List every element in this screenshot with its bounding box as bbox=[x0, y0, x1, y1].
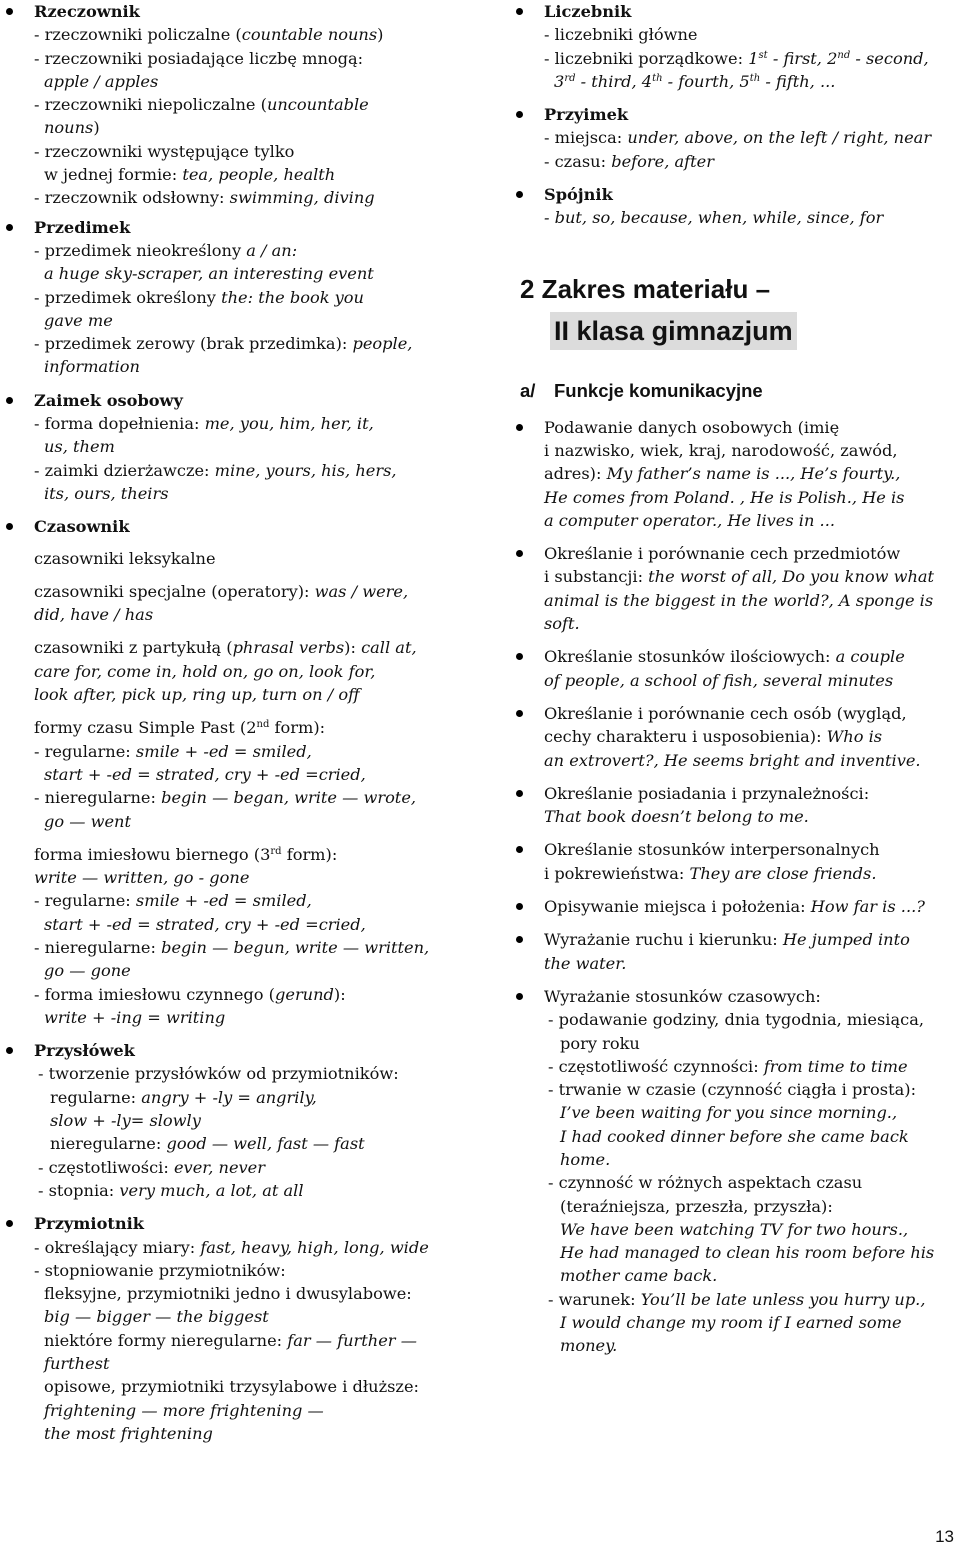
section-title: Przyimek bbox=[544, 105, 629, 125]
bullet-icon bbox=[6, 224, 13, 231]
bullet-icon bbox=[6, 1047, 13, 1054]
section-title: Przymiotnik bbox=[34, 1214, 144, 1234]
right-column bbox=[516, 0, 956, 1358]
bullet-icon bbox=[516, 653, 523, 660]
list-item: Określanie stosunków ilościowych: a couple of people, a school of fish, several minutes bbox=[516, 645, 956, 692]
section-przyslowek: Przysłówek - tworzenie przysłówków od przymiotników: regularne: angry + -ly = angrily, slow + -ly= slowly nieregularne: good — well, fast — fast - częstotliwości: ever, never - stopnia: very much, a lot, at all bbox=[6, 1039, 456, 1202]
funkcje-heading: a/ Funkcje komunikacyjne bbox=[520, 379, 763, 401]
section-czasownik: Czasownik czasowniki leksykalne czasowniki specjalne (operatory): was / were, did, have / has czasowniki z partykułą (phrasal verbs): call at, care for, come in, hold on, go on, look for, look after, pick up, ring up, turn on / off formy czasu Simple Past (2nd form): - regularne: smile + -ed = smiled, start + -ed = strated, cry + -ed =cried, - nieregularne: begin — began, write — wrote, go — went forma imiesłowu biernego (3rd form): write — written, go - gone - regularne: smile + -ed = smiled, start + -ed = strated, cry + -ed =cried, - nieregularne: begin — begun, write — written, go — gone - forma imiesłowu czynnego (gerund): write + -ing = writing bbox=[6, 515, 456, 1029]
section-title: Liczebnik bbox=[544, 2, 632, 21]
section-rzeczownik: Rzeczownik - rzeczowniki policzalne (countable nouns) - rzeczowniki posiadające liczbę mnogą: apple / apples - rzeczowniki niepoliczalne (uncountable nouns) - rzeczowniki występujące tylko w jednej formie: tea, people, health - rzeczownik odsłowny: swimming, diving bbox=[6, 0, 456, 210]
section-przyimek: Przyimek - miejsca: under, above, on the left / right, near - czasu: before, after bbox=[516, 103, 956, 173]
section-przymiotnik: Przymiotnik - określający miary: fast, heavy, high, long, wide - stopniowanie przymiotników: fleksyjne, przymiotniki jedno i dwusylabowe: big — bigger — the biggest niektóre formy nieregularne: far — further — furthest opisowe, przymiotniki trzysylabowe i dłuższe: frightening — more frightening — the most frightening bbox=[6, 1212, 456, 1445]
section-title: Przedimek bbox=[34, 217, 131, 237]
section-zaimek: Zaimek osobowy - forma dopełnienia: me, you, him, her, it, us, them - zaimki dzierżawcze: mine, yours, his, hers, its, ours, theirs bbox=[6, 389, 456, 505]
klasa-heading: II klasa gimnazjum bbox=[550, 312, 797, 350]
left-column bbox=[6, 0, 456, 1445]
bullet-icon bbox=[6, 397, 13, 404]
list-item: Wyrażanie stosunków czasowych: - podawanie godziny, dnia tygodnia, miesiąca, pory roku - częstotliwość czynności: from time to time - trwanie w czasie (czynność ciągła i prosta): I’ve been waiting for you since morning., I had cooked dinner before she came back home. - czynność w różnych aspektach czasu (teraźniejsza, przeszła, przyszła): We have been watching TV for two hours., He had managed to clean his room before his mother came back. - warunek: You’ll be late unless you hurry up., I would change my room if I earned some money. bbox=[516, 985, 956, 1358]
list-item: Opisywanie miejsca i położenia: How far is ...? bbox=[516, 895, 956, 918]
section-title: Zaimek osobowy bbox=[34, 390, 183, 410]
page-number: 13 bbox=[935, 1527, 954, 1546]
bullet-icon bbox=[516, 8, 523, 15]
bullet-icon bbox=[516, 846, 523, 853]
section-przedimek: Przedimek - przedimek nieokreślony a / an: a huge sky-scraper, an interesting event - przedimek określony the: the book you gave me - przedimek zerowy (brak przedimka): people, information bbox=[6, 216, 456, 379]
bullet-icon bbox=[516, 790, 523, 797]
bullet-icon bbox=[516, 111, 523, 118]
bullet-icon bbox=[516, 191, 523, 198]
section-spojnik: Spójnik - but, so, because, when, while, since, for bbox=[516, 183, 956, 230]
bullet-icon bbox=[6, 1220, 13, 1227]
bullet-icon bbox=[516, 550, 523, 557]
bullet-icon bbox=[6, 523, 13, 530]
section-liczebnik: Liczebnik - liczebniki główne - liczebniki porządkowe: 1st - first, 2nd - second, 3rd - third, 4th - fourth, 5th - fifth, ... bbox=[516, 0, 956, 93]
bullet-icon bbox=[516, 936, 523, 943]
zakres-heading: 2 Zakres materiału – bbox=[520, 273, 771, 304]
list-item: Określanie posiadania i przynależności: That book doesn’t belong to me. bbox=[516, 782, 956, 829]
bullet-icon bbox=[516, 710, 523, 717]
bullet-icon bbox=[516, 424, 523, 431]
bullet-icon bbox=[516, 993, 523, 1000]
bullet-icon bbox=[6, 8, 13, 15]
section-title: Czasownik bbox=[34, 517, 130, 537]
list-item: Określanie stosunków interpersonalnych i pokrewieństwa: They are close friends. bbox=[516, 838, 956, 885]
bullet-icon bbox=[516, 903, 523, 910]
section-title: Rzeczownik bbox=[34, 2, 140, 21]
list-item: Podawanie danych osobowych (imię i nazwisko, wiek, kraj, narodowość, zawód, adres): My father’s name is ..., He’s fourty., He comes from Poland. , He is Polish., He is a computer operator., He lives in ... bbox=[516, 416, 956, 532]
section-title: Przysłówek bbox=[34, 1041, 135, 1061]
list-item: Określanie i porównanie cech osób (wygląd, cechy charakteru i usposobienia): Who is an extrovert?, He seems bright and inventive. bbox=[516, 702, 956, 772]
section-title: Spójnik bbox=[544, 185, 613, 205]
list-item: Wyrażanie ruchu i kierunku: He jumped into the water. bbox=[516, 928, 956, 975]
list-item: Określanie i porównanie cech przedmiotów i substancji: the worst of all, Do you know what animal is the biggest in the world?, A sponge is soft. bbox=[516, 542, 956, 635]
